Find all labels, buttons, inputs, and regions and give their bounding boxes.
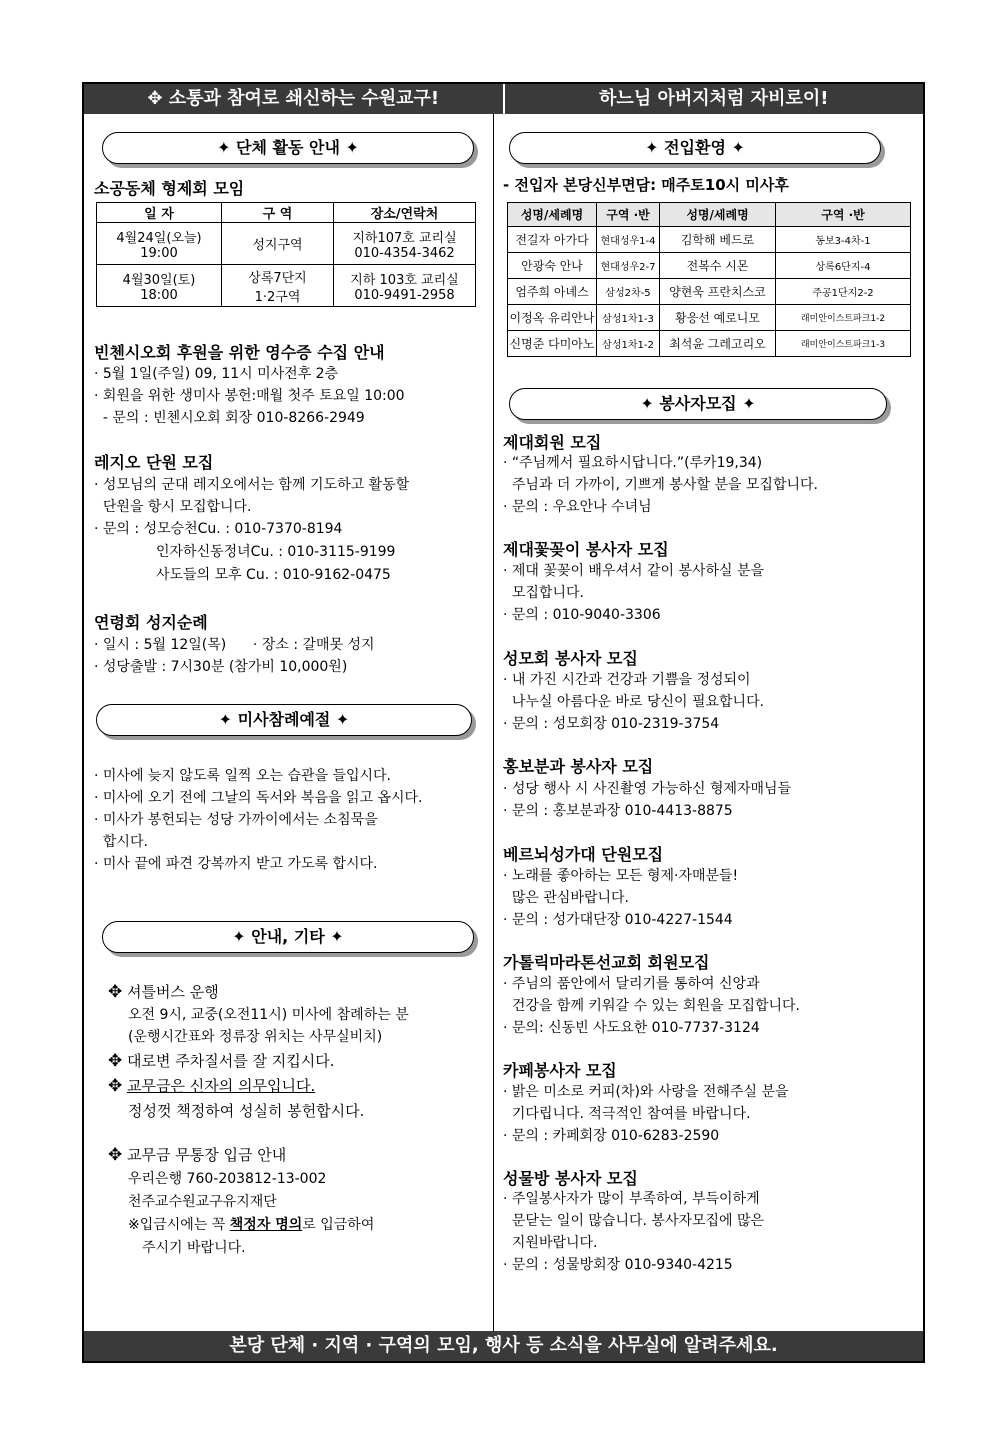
bank-note <box>128 1215 374 1236</box>
dues-item <box>108 1076 315 1097</box>
diamond-bullet-icon: ✥ <box>108 982 123 1002</box>
table-header: 성명/세례명 <box>660 203 776 227</box>
bank-note-part: 로 입금하여 <box>302 1217 375 1233</box>
table-cell: 래미안이스트파크1-2 <box>776 305 911 331</box>
table-cell: 최석윤 그레고리오 <box>660 331 776 357</box>
s2-title: 제대꽃꽂이 봉사자 모집 <box>503 540 669 559</box>
legio-line: 인자하신동정녀Cu. : 010-3115-9199 <box>156 544 396 560</box>
table-cell: 김학해 베드로 <box>660 227 776 253</box>
table-cell: 지하107호 교리실 <box>352 230 457 246</box>
table-header: 구 역 <box>222 203 334 223</box>
table-header: 성명/세례명 <box>508 203 597 227</box>
shuttle-line: 오전 9시, 교중(오전11시) 미사에 참례하는 분 <box>128 1007 409 1023</box>
table-cell: 엄주희 아녜스 <box>508 279 597 305</box>
table-header: 일 자 <box>97 203 222 223</box>
s8-line: 지원바랍니다. <box>503 1235 598 1251</box>
s6-title: 가톨릭마라톤선교회 회원모집 <box>503 953 710 972</box>
bank-note-part: ※입금시에는 꼭 <box>128 1217 230 1233</box>
table-header: 장소/연락처 <box>334 203 476 223</box>
table-cell: 현대성우1-4 <box>597 227 660 253</box>
legio-line: 단원을 항시 모집합니다. <box>94 499 252 515</box>
table-cell: 삼성1차1-3 <box>597 305 660 331</box>
s5-title: 베르뇌성가대 단원모집 <box>503 845 664 864</box>
s2-line: 모집합니다. <box>503 585 584 601</box>
s2-line: · 제대 꽃꽂이 배우셔서 같이 봉사하실 분을 <box>503 563 765 579</box>
table-row <box>508 305 911 331</box>
etiquette-line: 합시다. <box>94 834 148 850</box>
s3-line: 나누실 아름다운 바로 당신이 필요합니다. <box>503 694 765 710</box>
section-pill-notice-etc: ✦ 안내, 기타 ✦ <box>102 921 474 953</box>
section-pill-welcome: ✦ 전입환영 ✦ <box>509 132 881 164</box>
s4-line: · 문의 : 홍보분과장 010-4413-8875 <box>503 803 733 819</box>
table-row <box>97 265 476 307</box>
table-cell: 전길자 아가다 <box>508 227 597 253</box>
table-cell: 18:00 <box>140 287 178 303</box>
s4-title: 홍보분과 봉사자 모집 <box>503 757 654 776</box>
table-cell: 지하 103호 교리실 <box>350 272 459 288</box>
s8-line: · 주일봉사자가 많이 부족하여, 부득이하게 <box>503 1191 760 1207</box>
bank-title: 교무금 무통장 입금 안내 <box>127 1146 287 1164</box>
s7-title: 카페봉사자 모집 <box>503 1061 617 1080</box>
table-cell: 양현욱 프란치스코 <box>660 279 776 305</box>
column-divider <box>493 114 494 1331</box>
table-cell: 1·2구역 <box>254 289 301 305</box>
table-row <box>508 279 911 305</box>
bank-note-emph: 책정자 명의 <box>229 1217 303 1233</box>
table-row <box>508 331 911 357</box>
table-cell: 현대성우2-7 <box>597 253 660 279</box>
table-cell: 주공1단지2-2 <box>776 279 911 305</box>
etiquette-line: · 미사가 봉헌되는 성당 가까이에서는 소침묵을 <box>94 812 378 828</box>
s8-line: 문닫는 일이 많습니다. 봉사자모집에 많은 <box>503 1213 765 1229</box>
diamond-bullet-icon: ✥ <box>108 1051 123 1071</box>
bank-line: 우리은행 760-203812-13-002 <box>128 1171 327 1187</box>
s6-line: · 주님의 품안에서 달리기를 통하여 신앙과 <box>503 976 760 992</box>
table-row <box>508 227 911 253</box>
bank-item <box>108 1145 286 1166</box>
table-cell: 성지구역 <box>252 238 303 253</box>
s5-line: · 노래를 좋아하는 모든 형제·자매분들! <box>503 868 739 884</box>
elder-line: · 일시 : 5월 12일(목) · 장소 : 갈매못 성지 <box>94 637 375 653</box>
elder-title: 연령회 성지순례 <box>94 613 208 632</box>
dues-line: 정성껏 책정하여 성실히 봉헌합시다. <box>128 1102 365 1120</box>
vincent-line: · 5월 1일(주일) 09, 11시 미사전후 2층 <box>94 366 339 382</box>
table-header: 구역 ·반 <box>776 203 911 227</box>
s6-line: · 문의: 신동빈 사도요한 010-7737-3124 <box>503 1020 760 1036</box>
legio-line: 사도들의 모후 Cu. : 010-9162-0475 <box>156 567 391 583</box>
top-banner-left: ✥ 소통과 참여로 쇄신하는 수원교구! <box>84 84 505 114</box>
table-cell: 전복수 시몬 <box>660 253 776 279</box>
dues-text: 교무금은 신자의 의무입니다. <box>127 1077 316 1095</box>
table-cell: 황응선 예로니모 <box>660 305 776 331</box>
table-cell: 래미안이스트파크1-3 <box>776 331 911 357</box>
vincent-title: 빈첸시오회 후원을 위한 영수증 수집 안내 <box>94 343 385 362</box>
s1-line: 주님과 더 가까이, 기쁘게 봉사할 분을 모집합니다. <box>503 477 818 493</box>
parking-item <box>108 1051 334 1072</box>
bank-line: 주시기 바랍니다. <box>142 1240 246 1256</box>
s3-line: · 문의 : 성모회장 010-2319-3754 <box>503 716 720 732</box>
table-header: 구역 ·반 <box>597 203 660 227</box>
welcome-intro: - 전입자 본당신부면담: 매주토10시 미사후 <box>503 176 789 194</box>
s6-line: 건강을 함께 키워갈 수 있는 회원을 모집합니다. <box>503 998 801 1014</box>
table-cell: 010-4354-3462 <box>354 245 455 261</box>
legio-line: · 성모님의 군대 레지오에서는 함께 기도하고 활동할 <box>94 477 410 493</box>
s5-line: · 문의 : 성가대단장 010-4227-1544 <box>503 912 733 928</box>
top-banner <box>84 84 923 114</box>
s8-line: · 문의 : 성물방회장 010-9340-4215 <box>503 1257 733 1273</box>
table-cell: 상록6단지-4 <box>776 253 911 279</box>
sogong-table <box>96 202 476 307</box>
s7-line: · 밝은 미소로 커피(차)와 사랑을 전해주실 분을 <box>503 1084 789 1100</box>
section-pill-volunteers: ✦ 봉사자모집 ✦ <box>509 388 887 420</box>
section-pill-mass-etiquette: ✦ 미사참례예절 ✦ <box>96 704 472 736</box>
parking-text: 대로변 주차질서를 잘 지킵시다. <box>127 1052 335 1070</box>
bank-line: 천주교수원교구유지재단 <box>128 1194 277 1210</box>
diamond-bullet-icon: ✥ <box>108 1076 123 1096</box>
shuttle-item <box>108 982 219 1003</box>
newcomer-table <box>507 202 911 357</box>
s3-title: 성모회 봉사자 모집 <box>503 649 638 668</box>
shuttle-line: (운행시간표와 정류장 위치는 사무실비치) <box>128 1029 383 1045</box>
diamond-bullet-icon: ✥ <box>108 1145 123 1165</box>
s1-title: 제대회원 모집 <box>503 433 602 452</box>
etiquette-line: · 미사 끝에 파견 강복까지 받고 가도록 합시다. <box>94 856 378 872</box>
s1-line: · 문의 : 우요안나 수녀님 <box>503 499 652 515</box>
table-row <box>508 253 911 279</box>
shuttle-title: 셔틀버스 운행 <box>127 983 219 1001</box>
s2-line: · 문의 : 010-9040-3306 <box>503 607 661 623</box>
table-cell: 4월24일(오늘) <box>116 230 202 246</box>
vincent-line: - 문의 : 빈첸시오회 회장 010-8266-2949 <box>94 410 365 426</box>
bottom-banner: 본당 단체 · 지역 · 구역의 모임, 행사 등 소식을 사무실에 알려주세요. <box>84 1331 923 1361</box>
table-cell: 4월30일(토) <box>122 272 196 288</box>
table-cell: 010-9491-2958 <box>354 287 455 303</box>
etiquette-line: · 미사에 늦지 않도록 일찍 오는 습관을 들입시다. <box>94 768 392 784</box>
legio-line: · 문의 : 성모승천Cu. : 010-7370-8194 <box>94 521 343 537</box>
s1-line: · “주님께서 필요하시답니다.”(루카19,34) <box>503 455 763 471</box>
table-cell: 상록7단지 <box>248 270 307 286</box>
table-cell: 동보3-4차-1 <box>776 227 911 253</box>
etiquette-line: · 미사에 오기 전에 그날의 독서와 복음을 읽고 옵시다. <box>94 790 423 806</box>
elder-line: · 성당출발 : 7시30분 (참가비 10,000원) <box>94 659 348 675</box>
legio-title: 레지오 단원 모집 <box>94 453 214 472</box>
bulletin-frame <box>82 82 925 1363</box>
table-row <box>97 223 476 265</box>
table-cell: 19:00 <box>140 245 178 261</box>
section-pill-group-activities: ✦ 단체 활동 안내 ✦ <box>102 132 474 164</box>
table-cell: 신명준 다미아노 <box>508 331 597 357</box>
table-cell: 삼성1차1-2 <box>597 331 660 357</box>
s3-line: · 내 가진 시간과 건강과 기쁨을 정성되이 <box>503 672 751 688</box>
s4-line: · 성당 행사 시 사진촬영 가능하신 형제자매님들 <box>503 781 792 797</box>
s7-line: · 문의 : 카페회장 010-6283-2590 <box>503 1128 720 1144</box>
table-cell: 삼성2차-5 <box>597 279 660 305</box>
vincent-line: · 회원을 위한 생미사 봉헌:매월 첫주 토요일 10:00 <box>94 388 405 404</box>
top-banner-right: 하느님 아버지처럼 자비로이! <box>599 88 829 109</box>
s8-title: 성물방 봉사자 모집 <box>503 1169 638 1188</box>
table-cell: 안광숙 안나 <box>508 253 597 279</box>
s7-line: 기다립니다. 적극적인 참여를 바랍니다. <box>503 1106 751 1122</box>
sogong-title: 소공동체 형제회 모임 <box>94 179 245 198</box>
table-cell: 이정옥 유리안나 <box>508 305 597 331</box>
s5-line: 많은 관심바랍니다. <box>503 890 629 906</box>
